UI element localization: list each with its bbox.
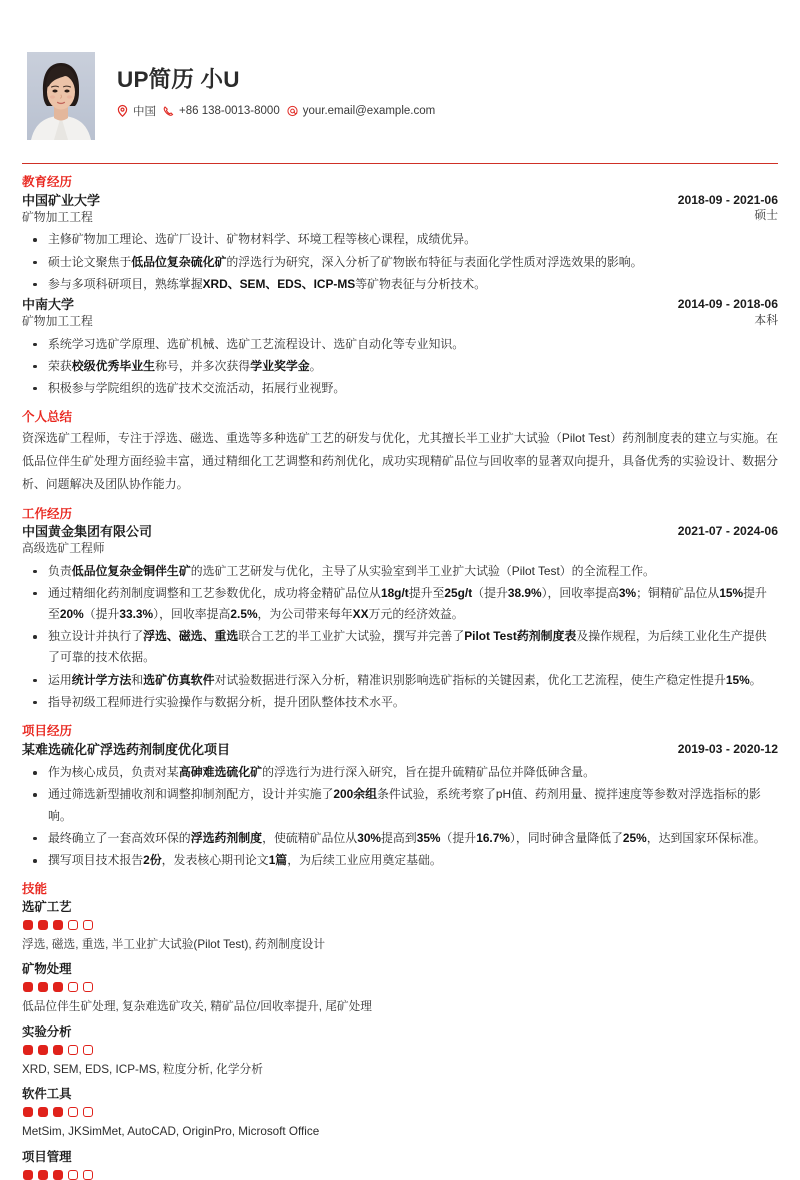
skill-items: MetSim, JKSimMet, AutoCAD, OriginPro, Microsoft Office bbox=[22, 1125, 320, 1139]
skill-name: 矿物处理 bbox=[22, 962, 72, 977]
skill-level-dots bbox=[23, 1045, 778, 1055]
entry-date-range: 2021-07 - 2024-06 bbox=[677, 524, 778, 539]
skill-block bbox=[22, 899, 778, 954]
skill-dot-empty bbox=[83, 1107, 93, 1117]
entry-right bbox=[678, 523, 778, 539]
entry-left bbox=[22, 741, 230, 759]
skill-items: 浮选, 磁选, 重选, 半工业扩大试验(Pilot Test), 药剂制度设计 bbox=[22, 937, 326, 951]
skill-level-dots bbox=[23, 982, 778, 992]
contact-email-text: your.email@example.com bbox=[302, 105, 436, 118]
section-work bbox=[22, 507, 778, 713]
skill-dot-empty bbox=[68, 1045, 78, 1055]
skill-items: XRD, SEM, EDS, ICP-MS, 粒度分析, 化学分析 bbox=[22, 1062, 263, 1076]
entry-right bbox=[678, 296, 778, 328]
skill-block bbox=[22, 961, 778, 1016]
contact-email bbox=[287, 105, 435, 117]
bullet-item: 负责低品位复杂金铜伴生矿的选矿工艺研发与优化，主导了从实验室到半工业扩大试验（Pilot Test）的全流程工作。 bbox=[22, 561, 778, 582]
entry-date-range: 2018-09 - 2021-06 bbox=[677, 193, 778, 208]
bullet-item: 撰写项目技术报告2份，发表核心期刊论文1篇，为后续工业应用奠定基础。 bbox=[22, 850, 778, 871]
skill-block bbox=[22, 1086, 778, 1141]
skill-dot-filled bbox=[38, 920, 48, 930]
entry-organization: 中国黄金集团有限公司 bbox=[22, 524, 153, 540]
skill-dot-filled bbox=[53, 1170, 63, 1180]
skill-name: 选矿工艺 bbox=[22, 899, 72, 914]
entry-bullet-list bbox=[22, 229, 778, 295]
phone-icon bbox=[163, 105, 174, 117]
skill-dot-filled bbox=[23, 982, 33, 992]
bullet-item: 荣获校级优秀毕业生称号，并多次获得学业奖学金。 bbox=[22, 356, 778, 377]
avatar-photo bbox=[27, 52, 95, 140]
skill-dot-filled bbox=[23, 920, 33, 930]
bullet-item: 通过精细化药剂制度调整和工艺参数优化，成功将金精矿品位从18g/t提升至25g/t（提升38.9%），回收率提高3%；铜精矿品位从15%提升至20%（提升33.3%），回收率提高2.5%，为公司带来每年XX万元的经济效益。 bbox=[22, 583, 778, 625]
skill-level-dots bbox=[23, 1170, 778, 1180]
skill-dot-filled bbox=[38, 1170, 48, 1180]
skill-dot-filled bbox=[53, 982, 63, 992]
entry-education bbox=[22, 192, 778, 295]
section-skills bbox=[22, 882, 778, 1180]
entry-role: 高级选矿工程师 bbox=[22, 540, 105, 555]
skill-dot-filled bbox=[23, 1170, 33, 1180]
skill-dot-filled bbox=[53, 920, 63, 930]
bullet-item: 作为核心成员，负责对某高砷难选硫化矿的浮选行为进行深入研究，旨在提升硫精矿品位并降低砷含量。 bbox=[22, 762, 778, 783]
section-title-education: 教育经历 bbox=[22, 175, 73, 190]
resume-sections bbox=[22, 175, 778, 1179]
contact-phone-text: +86 138-0013-8000 bbox=[179, 105, 280, 118]
skill-dot-empty bbox=[83, 920, 93, 930]
section-title-summary: 个人总结 bbox=[22, 410, 73, 425]
page-title: UP简历 小U bbox=[117, 66, 240, 92]
entry-role: 矿物加工工程 bbox=[22, 209, 93, 224]
skill-name: 软件工具 bbox=[22, 1087, 72, 1102]
resume-header bbox=[22, 52, 778, 140]
entry-bullet-list bbox=[22, 561, 778, 713]
skill-dot-filled bbox=[38, 1045, 48, 1055]
bullet-item: 积极参与学院组织的选矿技术交流活动，拓展行业视野。 bbox=[22, 378, 778, 399]
entry-left bbox=[22, 296, 93, 329]
entry-organization: 中国矿业大学 bbox=[22, 193, 101, 209]
skill-items: 低品位伴生矿处理, 复杂难选矿攻关, 精矿品位/回收率提升, 尾矿处理 bbox=[22, 1000, 372, 1014]
entry-bullet-list bbox=[22, 762, 778, 871]
entry-organization: 中南大学 bbox=[22, 297, 75, 313]
skill-dot-filled bbox=[38, 982, 48, 992]
bullet-item: 指导初级工程师进行实验操作与数据分析，提升团队整体技术水平。 bbox=[22, 692, 778, 713]
entry-work bbox=[22, 523, 778, 713]
entry-projects bbox=[22, 741, 778, 871]
skill-dot-filled bbox=[23, 1045, 33, 1055]
entry-right bbox=[678, 741, 778, 757]
identity-block bbox=[117, 66, 436, 124]
skill-block bbox=[22, 1149, 778, 1180]
entry-header bbox=[22, 741, 778, 759]
skill-dot-empty bbox=[83, 1045, 93, 1055]
bullet-item: 系统学习选矿学原理、选矿机械、选矿工艺流程设计、选矿自动化等专业知识。 bbox=[22, 334, 778, 355]
section-title-projects: 项目经历 bbox=[22, 724, 73, 739]
contact-phone bbox=[163, 105, 280, 117]
entry-date-range: 2014-09 - 2018-06 bbox=[677, 297, 778, 312]
skill-name: 实验分析 bbox=[22, 1024, 72, 1039]
location-pin-icon bbox=[117, 105, 128, 117]
entry-degree: 硕士 bbox=[754, 208, 778, 223]
section-summary bbox=[22, 410, 778, 496]
contact-row bbox=[117, 103, 435, 119]
entry-organization: 某难选硫化矿浮选药剂制度优化项目 bbox=[22, 741, 231, 757]
skill-dot-empty bbox=[68, 920, 78, 930]
skill-level-dots bbox=[23, 1107, 778, 1117]
entry-date-range: 2019-03 - 2020-12 bbox=[677, 741, 778, 756]
skill-dot-filled bbox=[23, 1107, 33, 1117]
skill-dot-empty bbox=[83, 982, 93, 992]
entry-degree: 本科 bbox=[754, 312, 778, 327]
section-title-skills: 技能 bbox=[22, 882, 48, 897]
contact-location-text: 中国 bbox=[133, 106, 156, 119]
bullet-item: 最终确立了一套高效环保的浮选药剂制度，使硫精矿品位从30%提高到35%（提升16.7%），同时砷含量降低了25%，达到国家环保标准。 bbox=[22, 828, 778, 849]
skill-name: 项目管理 bbox=[22, 1149, 72, 1164]
entry-left bbox=[22, 523, 152, 556]
entry-header bbox=[22, 192, 778, 225]
skill-level-dots bbox=[23, 920, 778, 930]
bullet-item: 硕士论文聚焦于低品位复杂硫化矿的浮选行为研究，深入分析了矿物嵌布特征与表面化学性质对浮选效果的影响。 bbox=[22, 252, 778, 273]
entry-header bbox=[22, 523, 778, 556]
skill-block bbox=[22, 1024, 778, 1079]
entry-education bbox=[22, 296, 778, 399]
entry-role: 矿物加工工程 bbox=[22, 313, 93, 328]
bullet-item: 运用统计学方法和选矿仿真软件对试验数据进行深入分析，精准识别影响选矿指标的关键因素，优化工艺流程，使生产稳定性提升15%。 bbox=[22, 670, 778, 691]
section-title-work: 工作经历 bbox=[22, 506, 73, 521]
skill-dot-filled bbox=[38, 1107, 48, 1117]
bullet-item: 参与多项科研项目，熟练掌握XRD、SEM、EDS、ICP-MS等矿物表征与分析技术。 bbox=[22, 274, 778, 295]
skill-dot-empty bbox=[83, 1170, 93, 1180]
header-divider bbox=[22, 163, 778, 164]
skill-dot-filled bbox=[53, 1045, 63, 1055]
entry-header bbox=[22, 296, 778, 329]
skill-dot-filled bbox=[53, 1107, 63, 1117]
email-at-icon bbox=[287, 105, 298, 117]
section-education bbox=[22, 175, 778, 399]
entry-left bbox=[22, 192, 100, 225]
section-projects bbox=[22, 724, 778, 871]
contact-location bbox=[117, 103, 156, 119]
entry-bullet-list bbox=[22, 334, 778, 400]
skill-dot-empty bbox=[68, 982, 78, 992]
skill-dot-empty bbox=[68, 1107, 78, 1117]
bullet-item: 主修矿物加工理论、选矿厂设计、矿物材料学、环境工程等核心课程，成绩优异。 bbox=[22, 229, 778, 250]
entry-right bbox=[678, 192, 778, 224]
bullet-item: 独立设计并执行了浮选、磁选、重选联合工艺的半工业扩大试验，撰写并完善了Pilot Test药剂制度表及操作规程，为后续工业化生产提供了可靠的技术依据。 bbox=[22, 626, 778, 668]
summary-text: 资深选矿工程师，专注于浮选、磁选、重选等多种选矿工艺的研发与优化，尤其擅长半工业扩大试验（Pilot Test）药剂制度表的建立与实施。在低品位伴生矿处理方面经验丰富，通过精细化工艺调整和药剂优化，成功实现精矿品位与回收率的显著双向提升，具备优秀的实验设计、数据分析、问题解决及团队协作能力。 bbox=[22, 430, 778, 491]
bullet-item: 通过筛选新型捕收剂和调整抑制剂配方，设计并实施了200余组条件试验，系统考察了pH值、药剂用量、搅拌速度等参数对浮选指标的影响。 bbox=[22, 784, 778, 826]
skill-dot-empty bbox=[68, 1170, 78, 1180]
